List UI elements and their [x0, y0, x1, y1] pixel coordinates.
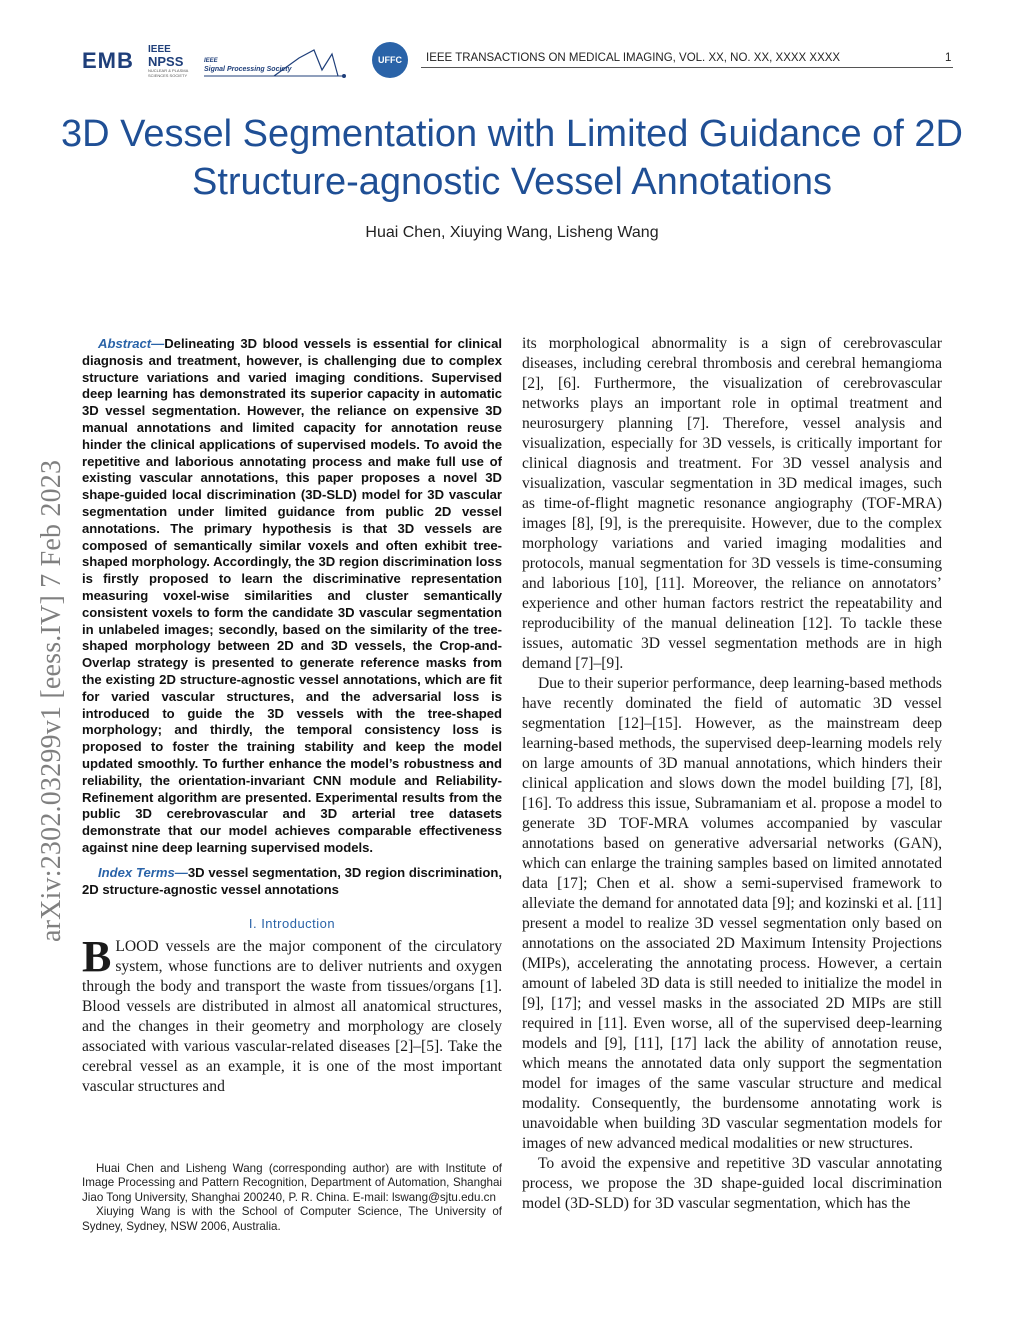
sps-logo: [204, 46, 354, 80]
npss-text: NPSS: [148, 54, 184, 69]
intro-paragraph-3: To avoid the expensive and repetitive 3D vascular annotating process, we propose the 3D shape-guided local discrimination model (3D-SLD) for 3D vascular segmentation, which has the: [522, 1155, 942, 1212]
npss-subtext: NUCLEAR & PLASMA SCIENCES SOCIETY: [148, 68, 189, 78]
intro-paragraph-1-text: LOOD vessels are the major component of the circulatory system, whose functions are to deliver nutrients and oxygen through the body and transport the waste from tissues/organs [1]. Blood vessels are distributed in almost all anatomical structures, and the changes in their geometry and morphology are closely associated with various vascular-related diseases [2]–[5]. Take the cerebral vessel as an example, it is one of the most important vascular structures and: [82, 938, 502, 1096]
footnote-affiliation-1: Huai Chen and Lisheng Wang (corresponding author) are with Institute of Image Processing and Pattern Recognition, Department of Automation, Shanghai Jiao Tong University, Shanghai 200240, P. R. China. E-mail: lswang@sjtu.edu.cn: [82, 1162, 502, 1204]
header-rule: [421, 67, 953, 68]
index-terms: [82, 865, 502, 899]
abstract-text: Delineating 3D blood vessels is essential for clinical diagnosis and treatment, however, is challenging due to complex structure variations and varied imaging conditions. Supervised deep learning has demonstrated its superior capacity in automatic 3D vessel segmentation. However, the reliance on expensive 3D manual annotations and limited capacity for annotation reuse hinder the clinical applications of supervised models. To avoid the repetitive and laborious annotating process and make full use of existing vascular annotations, this paper proposes a novel 3D shape-guided local discrimination (3D-SLD) model for 3D vascular segmentation under limited guidance from public 2D vessel annotations. The primary hypothesis is that 3D vessels are composed of semantically similar voxels and often exhibit tree-shaped morphology. Accordingly, the 3D region discrimination loss is firstly proposed to learn the discriminative representation measuring voxel-wise similarities and cluster semantically consistent voxels to form the candidate 3D vascular segmentation in unlabeled images; secondly, based on the similarity of the tree-shaped morphology between 2D and 3D vessels, the Crop-and-Overlap strategy is presented to generate reference masks from the existing 2D structure-agnostic vessel annotations, which are fit for varied vascular structures, and the adversarial loss is introduced to guide the 3D vessels with the tree-shaped morphology; and thirdly, the temporal consistency loss is proposed to foster the training stability and keep the model updated smoothly. To further enhance the model’s robustness and reliability, the orientation-invariant CNN module and Reliability-Refinement algorithm are presented. Experimental results from the public 3D cerebrovascular and 3D arterial tree datasets demonstrate that our model achieves comparable effectiveness against nine deep learning supervised models.: [82, 336, 502, 855]
uffc-logo: UFFC: [372, 42, 408, 78]
sps-waveform-icon: [204, 46, 354, 80]
page-number: 1: [945, 52, 952, 64]
sps-text: Signal Processing Society: [204, 66, 292, 73]
intro-paragraph-2: Due to their superior performance, deep learning-based methods have recently dominated the field of automatic 3D vessel segmentation [12]–[15]. However, as the mainstream deep learning-based methods, the supervised deep-learning models rely on large amounts of 3D manual annotations, which hinders their clinical application and slows down the model building [7], [8], [16]. To address this issue, Subramaniam et al. propose a model to generate 3D TOF-MRA volumes accompanied by vascular annotations based on generative adversarial networks (GAN), which can enlarge the training samples based on limited annotated data [17]; Chen et al. show a semi-supervised framework to alleviate the demand for annotated data [9]; and kozinski et al. [11] present a model to realize 3D vessel segmentation only based on annotations on the associated 2D Maximum Intensity Projections (MIPs), accelerating the annotating process. However, a certain amount of labeled 3D data is still needed to initialize the model in [9], [17]; and vessel masks in the associated 2D MIPs are still required in [11]. Even worse, all of the supervised deep-learning models and [9], [11], [17] lack the ability of annotation reuse, which means the annotated data only support the segmentation model for images of the same vascular structure and medical modality. Consequently, the burdensome annotating work is unavoidable when building 3D vascular segmentation models for images of new advanced medical modalities or new structures.: [522, 675, 942, 1152]
right-column: [522, 334, 942, 1214]
index-terms-label: Index Terms—: [98, 864, 188, 880]
left-column: [82, 336, 502, 1097]
intro-paragraph-1-continued: its morphological abnormality is a sign of cerebrovascular diseases, including cerebral thrombosis and cerebral hemangioma [2], [6]. Furthermore, the visualization of cerebrovascular networks plays an important role in optimal treatment and neurosurgery planning [7]. Therefore, vessel analysis and visualization, especially for 3D vessels, is critically important for clinical diagnosis and treatment. For 3D vessel analysis and visualization, vascular segmentation in 3D medical images, such as time-of-flight magnetic resonance angiography (TOF-MRA) images [8], [9], is the prerequisite. However, due to the complex morphology variations and varied imaging modalities and protocols, manual segmentation for 3D vessels is time-consuming and laborious [10], [11]. Moreover, the reliance on annotators’ experience and other human factors restrict the repeatability and reproducibility of the manual delineation [12]. To tackle these issues, automatic 3D vessel segmentation methods are in high demand [7]–[9].: [522, 335, 942, 672]
index-terms-text: 3D vessel segmentation, 3D region discrimination, 2D structure-agnostic vessel annotations: [82, 864, 502, 897]
emb-logo: EMB: [82, 48, 134, 73]
footnote-affiliation-2: Xiuying Wang is with the School of Computer Science, The University of Sydney, Sydney, NSW 2006, Australia.: [82, 1205, 502, 1233]
journal-header: IEEE TRANSACTIONS ON MEDICAL IMAGING, VOL. XX, NO. XX, XXXX XXXX: [426, 52, 841, 64]
paper-title: 3D Vessel Segmentation with Limited Guidance of 2D Structure-agnostic Vessel Annotations: [61, 113, 963, 203]
npss-ieee-text: IEEE: [148, 44, 171, 55]
npss-logo: [148, 44, 200, 78]
drop-cap: B: [82, 932, 112, 982]
society-logos: [82, 42, 412, 82]
author-list: Huai Chen, Xiuying Wang, Lisheng Wang: [365, 224, 659, 241]
abstract-label: Abstract—: [98, 336, 165, 351]
section-heading-introduction: I. Introduction: [248, 916, 336, 932]
arxiv-stamp: arXiv:2302.03299v1 [eess.IV] 7 Feb 2023: [36, 459, 67, 942]
intro-paragraph-1: [82, 932, 502, 1097]
abstract: [82, 336, 502, 857]
footnotes: [82, 1162, 502, 1234]
sps-ieee-text: IEEE: [204, 58, 218, 64]
